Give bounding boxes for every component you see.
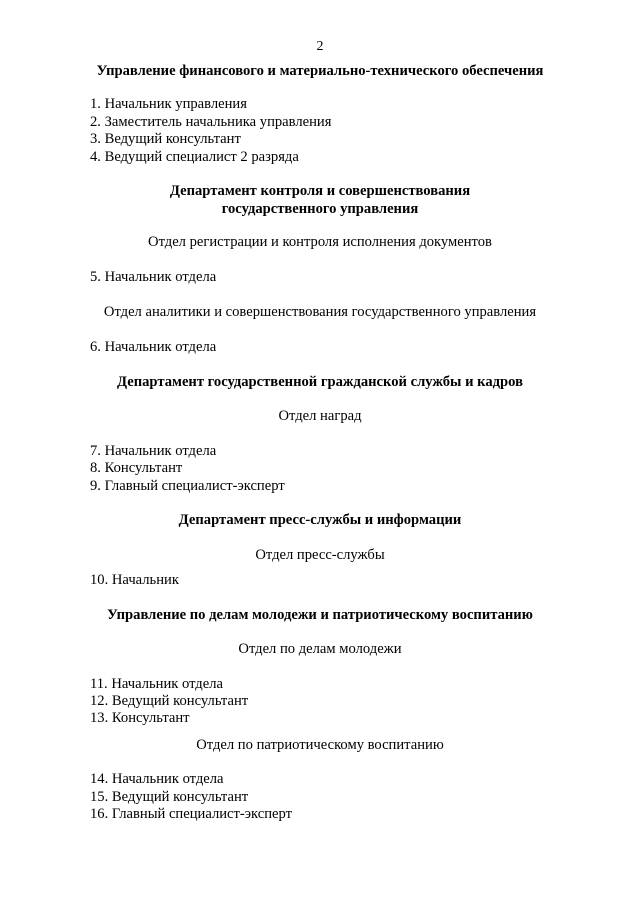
list-item: 5. Начальник отдела bbox=[90, 269, 217, 285]
section-heading-youth: Управление по делам молодежи и патриотическому воспитанию bbox=[107, 607, 533, 623]
section-heading-press: Департамент пресс-службы и информации bbox=[178, 512, 462, 528]
list-item: 13. Консультант bbox=[90, 710, 190, 726]
list-item: 6. Начальник отдела bbox=[90, 339, 217, 355]
section-heading-civil-service: Департамент государственной гражданской службы и кадров bbox=[117, 374, 523, 390]
list-item: 9. Главный специалист-эксперт bbox=[90, 478, 285, 494]
list-item: 14. Начальник отдела bbox=[90, 771, 224, 787]
list-item: 12. Ведущий консультант bbox=[90, 693, 249, 709]
subsection-heading: Отдел аналитики и совершенствования государственного управления bbox=[103, 304, 537, 320]
list-item: 16. Главный специалист-эксперт bbox=[90, 806, 292, 822]
list-item: 2. Заместитель начальника управления bbox=[90, 114, 332, 130]
list-item: 4. Ведущий специалист 2 разряда bbox=[90, 149, 299, 165]
subsection-heading: Отдел регистрации и контроля исполнения документов bbox=[148, 234, 492, 250]
subsection-heading: Отдел наград bbox=[278, 408, 362, 424]
list-item: 3. Ведущий консультант bbox=[90, 131, 241, 147]
list-item: 15. Ведущий консультант bbox=[90, 789, 249, 805]
page-number: 2 bbox=[316, 39, 324, 54]
list-item: 10. Начальник bbox=[90, 572, 179, 588]
subsection-heading: Отдел по делам молодежи bbox=[238, 641, 402, 657]
section-heading-control-line1: Департамент контроля и совершенствования bbox=[169, 183, 471, 199]
subsection-heading: Отдел по патриотическому воспитанию bbox=[196, 737, 444, 753]
subsection-heading: Отдел пресс-службы bbox=[255, 547, 385, 563]
list-item: 7. Начальник отдела bbox=[90, 443, 217, 459]
section-heading-finance: Управление финансового и материально-технического обеспечения bbox=[96, 63, 544, 79]
list-item: 1. Начальник управления bbox=[90, 96, 247, 112]
list-item: 11. Начальник отдела bbox=[90, 676, 223, 692]
list-item: 8. Консультант bbox=[90, 460, 183, 476]
section-heading-control-line2: государственного управления bbox=[221, 201, 419, 217]
